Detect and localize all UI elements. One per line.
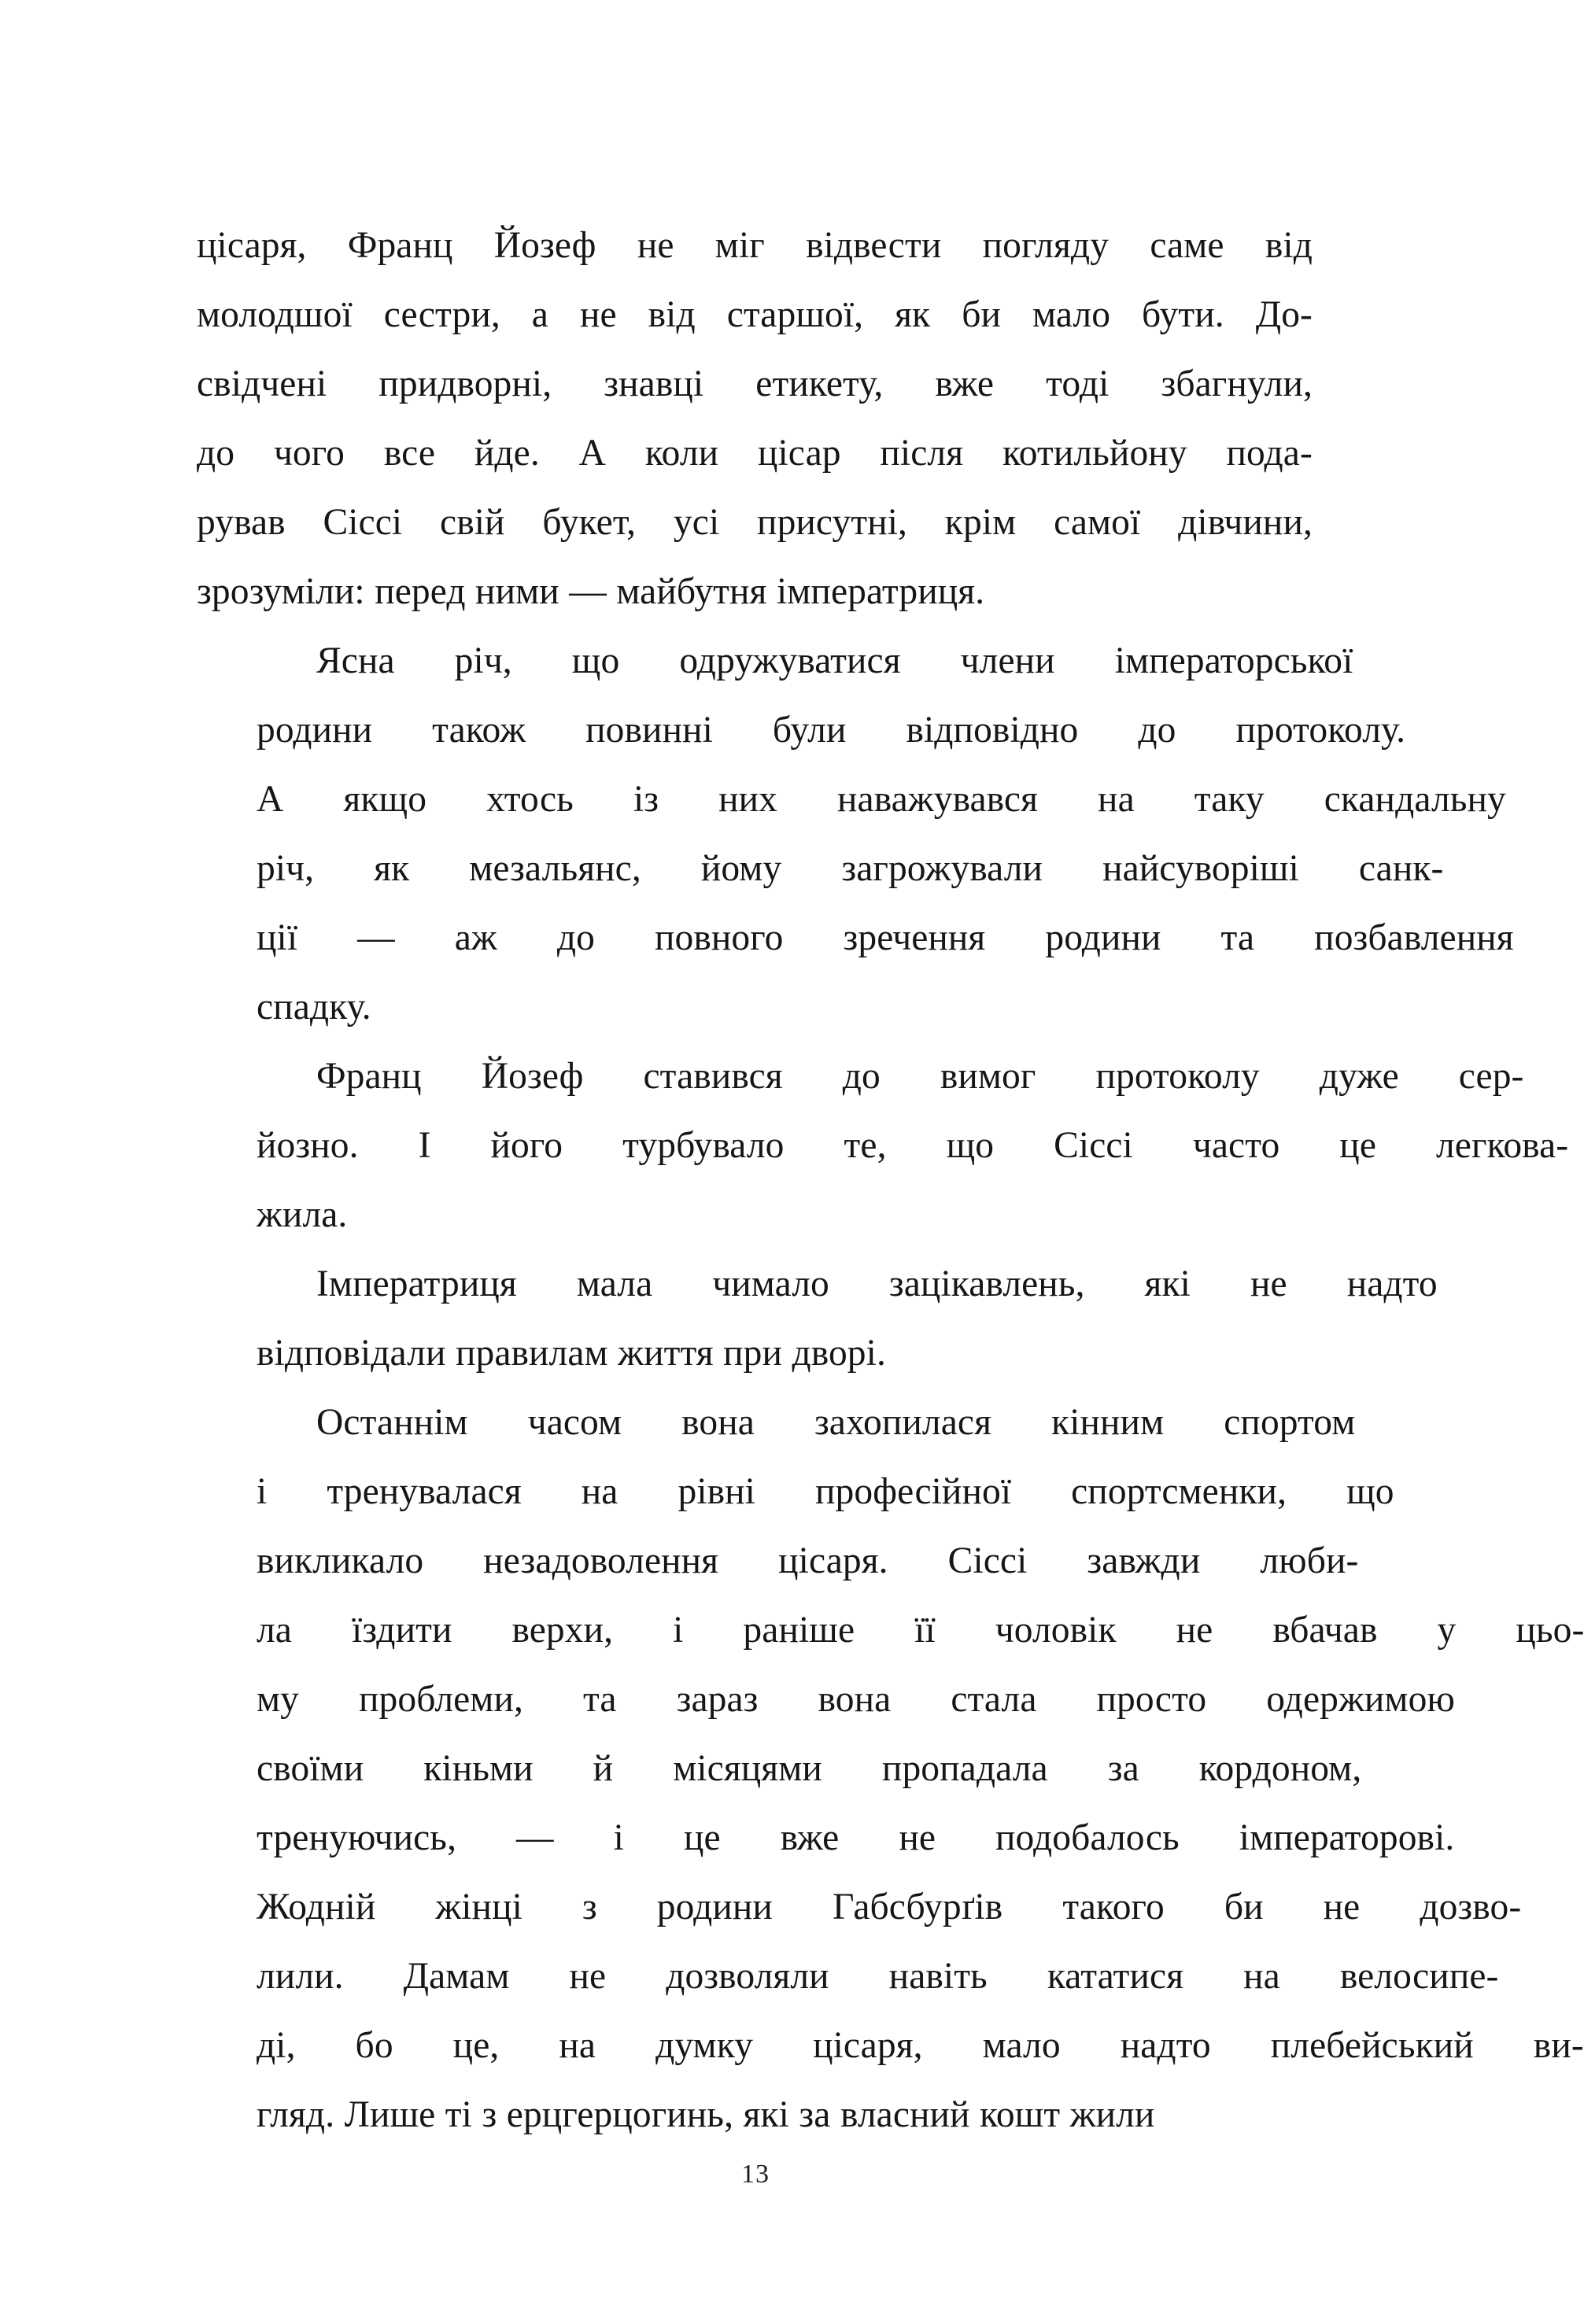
word: самої <box>1054 502 1141 543</box>
text-line <box>197 834 1444 903</box>
text-line <box>197 1595 1584 1665</box>
word: не <box>1250 1263 1287 1304</box>
text-line <box>197 695 1406 765</box>
text-line <box>197 280 1313 349</box>
word: — <box>516 1817 554 1858</box>
word: вже <box>780 1817 840 1858</box>
word: цісаря, <box>813 2025 923 2066</box>
word: му <box>257 1679 300 1720</box>
word: із <box>633 779 659 820</box>
word: незадоволення <box>483 1540 719 1581</box>
word: бо <box>355 2025 393 2066</box>
word: старшої, <box>726 294 864 335</box>
text-line <box>197 2011 1584 2080</box>
word: на <box>1098 779 1135 820</box>
word: скандальну <box>1324 779 1506 820</box>
word: чого <box>273 433 345 474</box>
word: раніше <box>743 1610 855 1651</box>
word: з <box>582 1887 597 1927</box>
text-line: відповідали правилам життя при дворі. <box>257 1333 886 1374</box>
word: її <box>914 1610 936 1651</box>
word: легкова- <box>1436 1125 1569 1166</box>
word: Ясна <box>316 640 395 681</box>
word: кордоном, <box>1198 1748 1362 1789</box>
word: протоколу <box>1095 1056 1260 1097</box>
word: цісаря. <box>778 1540 888 1581</box>
word: до <box>197 433 235 474</box>
word: це <box>683 1817 721 1858</box>
word: лили. <box>257 1956 344 1997</box>
word: Дамам <box>403 1956 510 1997</box>
word: кіньми <box>423 1748 534 1789</box>
word: крім <box>944 502 1017 543</box>
word: що <box>1346 1471 1394 1512</box>
word: спортом <box>1224 1402 1356 1443</box>
word: до <box>842 1056 881 1097</box>
text-line <box>197 211 1313 280</box>
word: часто <box>1192 1125 1280 1166</box>
text-line <box>197 349 1313 419</box>
word: і <box>673 1610 684 1651</box>
word: рував <box>197 502 286 543</box>
word: після <box>880 433 964 474</box>
text-line <box>197 419 1313 488</box>
word: етикету, <box>755 363 884 404</box>
word: протоколу. <box>1235 710 1406 751</box>
word: загрожували <box>841 848 1043 889</box>
word: свідчені <box>197 363 327 404</box>
word: тоді <box>1046 363 1110 404</box>
word: ді, <box>257 2025 296 2066</box>
text-line <box>197 1803 1455 1872</box>
word: а <box>531 294 548 335</box>
word: цісаря, <box>197 225 307 266</box>
word: й <box>593 1748 614 1789</box>
word: стала <box>951 1679 1037 1720</box>
text-line <box>197 903 1514 972</box>
word: них <box>718 779 778 820</box>
paragraph <box>197 211 1313 626</box>
word: Йозеф <box>493 225 596 266</box>
word: йде. <box>474 433 540 474</box>
paragraph <box>197 1388 1584 2149</box>
word: тренуючись, <box>257 1817 457 1858</box>
word: та <box>1220 917 1255 958</box>
word: вона <box>681 1402 755 1443</box>
word: зацікавлень, <box>888 1263 1085 1304</box>
word: не <box>569 1956 607 1997</box>
word: Сіссі <box>1054 1125 1133 1166</box>
text-line <box>197 1111 1569 1180</box>
text-line: жила. <box>257 1194 348 1235</box>
word: Останнім <box>316 1402 468 1443</box>
word: ції <box>257 917 298 958</box>
word: це, <box>452 2025 500 2066</box>
word: пропадала <box>881 1748 1048 1789</box>
word: від <box>1265 225 1313 266</box>
word: дуже <box>1319 1056 1399 1097</box>
word: вже <box>935 363 995 404</box>
word: також <box>432 710 526 751</box>
page-number: 13 <box>741 2160 770 2189</box>
word: погляду <box>982 225 1110 266</box>
word: члени <box>960 640 1055 681</box>
word: дозво- <box>1420 1887 1522 1927</box>
word: не <box>579 294 617 335</box>
word: проблеми, <box>359 1679 523 1720</box>
text-line <box>197 488 1313 557</box>
word: повного <box>654 917 784 958</box>
word: подобалось <box>995 1817 1180 1858</box>
word: найсуворіші <box>1102 848 1299 889</box>
word: таку <box>1194 779 1265 820</box>
word: річ, <box>454 640 512 681</box>
word: усі <box>673 502 720 543</box>
word: як <box>895 294 931 335</box>
word: просто <box>1096 1679 1207 1720</box>
word: місяцями <box>673 1748 822 1789</box>
paragraph <box>197 1042 1569 1249</box>
word: сер- <box>1458 1056 1524 1097</box>
word: велосипе- <box>1339 1956 1499 1997</box>
word: присутні, <box>757 502 907 543</box>
text-line <box>197 1942 1499 2011</box>
word: професійної <box>814 1471 1012 1512</box>
word: рівні <box>678 1471 755 1512</box>
word: дозволяли <box>666 1956 829 1997</box>
word: та <box>582 1679 617 1720</box>
word: на <box>1243 1956 1280 1997</box>
word: До- <box>1255 294 1313 335</box>
word: ла <box>257 1610 292 1651</box>
word: якщо <box>343 779 427 820</box>
word: жінці <box>435 1887 522 1927</box>
paragraph <box>197 626 1514 1042</box>
word: не <box>1176 1610 1213 1651</box>
word: люби- <box>1260 1540 1359 1581</box>
word: що <box>571 640 620 681</box>
word: які <box>1144 1263 1191 1304</box>
word: до <box>556 917 595 958</box>
word: і <box>257 1471 268 1512</box>
word: родини <box>1045 917 1161 958</box>
word: одержимою <box>1266 1679 1456 1720</box>
text-line: зрозуміли: перед ними — майбутня імператриця. <box>197 571 985 612</box>
word: — <box>357 917 395 958</box>
word: йозно. <box>257 1125 359 1166</box>
word: ви- <box>1533 2025 1584 2066</box>
word: тренувалася <box>327 1471 522 1512</box>
word: би <box>1224 1887 1264 1927</box>
word: Сіссі <box>947 1540 1028 1581</box>
word: знавці <box>604 363 704 404</box>
word: їздити <box>352 1610 452 1651</box>
word: вимог <box>940 1056 1036 1097</box>
word: надто <box>1346 1263 1438 1304</box>
word: пода- <box>1226 433 1313 474</box>
word: думку <box>655 2025 754 2066</box>
word: зречення <box>843 917 986 958</box>
word: були <box>772 710 847 751</box>
word: на <box>581 1471 618 1512</box>
word: плебейський <box>1270 2025 1474 2066</box>
word: родини <box>656 1887 773 1927</box>
word: такого <box>1062 1887 1165 1927</box>
word: завжди <box>1087 1540 1201 1581</box>
word: не <box>1323 1887 1361 1927</box>
word: чоловік <box>995 1610 1117 1651</box>
word: котильйону <box>1002 433 1187 474</box>
word: йому <box>700 848 782 889</box>
word: хтось <box>486 779 574 820</box>
word: на <box>559 2025 596 2066</box>
word: навіть <box>888 1956 988 1997</box>
word: цьо- <box>1516 1610 1584 1651</box>
word: те, <box>844 1125 887 1166</box>
word: кінним <box>1051 1402 1165 1443</box>
word: санк- <box>1358 848 1444 889</box>
word: І <box>418 1125 431 1166</box>
word: мало <box>982 2025 1061 2066</box>
word: що <box>946 1125 995 1166</box>
word: Жодній <box>257 1887 376 1927</box>
word: турбувало <box>622 1125 785 1166</box>
word: коли <box>644 433 719 474</box>
word: ставився <box>643 1056 783 1097</box>
word: аж <box>454 917 497 958</box>
word: Йозеф <box>481 1056 584 1097</box>
word: збагнули, <box>1161 363 1313 404</box>
text-line <box>197 1457 1394 1526</box>
word: не <box>899 1817 936 1858</box>
word: мало <box>1032 294 1111 335</box>
word: міг <box>714 225 765 266</box>
text-line <box>197 1042 1524 1111</box>
text-line <box>197 1665 1456 1734</box>
word: як <box>374 848 410 889</box>
word: саме <box>1150 225 1224 266</box>
word: відповідно <box>906 710 1079 751</box>
text-line <box>197 765 1506 834</box>
word: у <box>1437 1610 1457 1651</box>
word: Габсбурґів <box>832 1887 1003 1927</box>
text-line <box>197 626 1353 695</box>
word: повинні <box>585 710 713 751</box>
word: надто <box>1120 2025 1211 2066</box>
word: відвести <box>806 225 942 266</box>
word: молодшої <box>197 294 353 335</box>
word: придворні, <box>378 363 552 404</box>
word: букет, <box>542 502 637 543</box>
word: своїми <box>257 1748 364 1789</box>
word: сестри, <box>383 294 500 335</box>
word: позбавлення <box>1314 917 1514 958</box>
paragraph <box>197 1249 1438 1388</box>
word: вбачав <box>1272 1610 1378 1651</box>
word: Сіссі <box>323 502 403 543</box>
word: спортсменки, <box>1071 1471 1287 1512</box>
text-line <box>197 1872 1522 1942</box>
word: Франц <box>316 1056 422 1097</box>
word: верхи, <box>511 1610 614 1651</box>
word: все <box>383 433 436 474</box>
word: дівчини, <box>1178 502 1313 543</box>
word: часом <box>527 1402 622 1443</box>
text-line: спадку. <box>257 987 371 1027</box>
text-line <box>197 1388 1356 1457</box>
word: до <box>1138 710 1176 751</box>
word: Імператриця <box>316 1263 517 1304</box>
word: мала <box>576 1263 653 1304</box>
word: одружуватися <box>679 640 901 681</box>
page-text-block <box>197 211 1584 2149</box>
word: би <box>962 294 1002 335</box>
word: чимало <box>712 1263 829 1304</box>
word: від <box>648 294 696 335</box>
word: зараз <box>676 1679 759 1720</box>
word: А <box>578 433 607 474</box>
text-line <box>197 1526 1359 1595</box>
word: вона <box>818 1679 892 1720</box>
text-line <box>197 1249 1438 1319</box>
word: його <box>490 1125 563 1166</box>
word: мезальянс, <box>469 848 641 889</box>
word: за <box>1107 1748 1139 1789</box>
text-line <box>197 1734 1362 1803</box>
word: імператорської <box>1114 640 1353 681</box>
word: родини <box>257 710 373 751</box>
word: не <box>637 225 674 266</box>
word: свій <box>440 502 505 543</box>
word: річ, <box>257 848 315 889</box>
word: викликало <box>257 1540 424 1581</box>
word: наважувався <box>837 779 1039 820</box>
text-line: гляд. Лише ті з ерцгерцогинь, які за власний кошт жили <box>257 2094 1155 2135</box>
word: бути. <box>1142 294 1224 335</box>
word: і <box>613 1817 624 1858</box>
word: Франц <box>347 225 453 266</box>
word: цісар <box>757 433 841 474</box>
word: імператорові. <box>1239 1817 1455 1858</box>
word: захопилася <box>814 1402 992 1443</box>
word: А <box>257 779 284 820</box>
word: кататися <box>1047 1956 1184 1997</box>
word: це <box>1339 1125 1376 1166</box>
